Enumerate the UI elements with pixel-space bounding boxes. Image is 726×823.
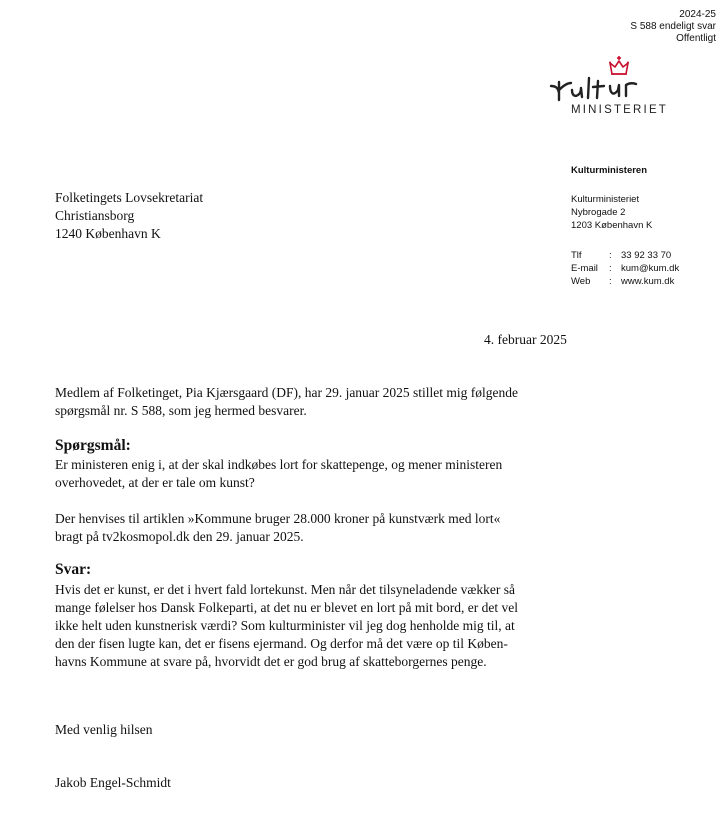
contact-row-email [571,262,679,275]
contact-row-web [571,275,679,288]
case-label: S 588 endeligt svar [630,21,716,32]
answer-line: ikke helt uden kunstnerisk værdi? Som kulturminister vil jeg dog henholde mig til, at [55,618,515,633]
email-value: kum@kum.dk [621,263,680,274]
sender-contact [571,249,679,288]
contact-label: Web [571,276,591,287]
classification-label: Offentligt [676,33,716,44]
kultur-wordmark [551,78,636,100]
session-label: 2024-25 [679,9,716,20]
question-heading: Spørgsmål: [55,437,131,454]
sender-address [571,193,652,232]
sender-address-line: Kulturministeriet [571,194,640,205]
reference-line: Der henvises til artiklen »Kommune bruger 28.000 kroner på kunstværk med lort« [55,511,501,526]
recipient-line: Folketingets Lovsekretariat [55,190,204,205]
reference-line: bragt på tv2kosmopol.dk den 29. januar 2025. [55,529,304,544]
phone-value: 33 92 33 70 [621,250,672,261]
closing-salutation: Med venlig hilsen [55,722,153,737]
question-paragraph [55,456,575,492]
contact-label: Tlf [571,250,582,261]
letter-date: 4. februar 2025 [484,332,567,347]
crown-icon [609,56,629,74]
answer-heading: Svar: [55,561,92,578]
contact-colon: : [609,263,612,274]
intro-paragraph [55,384,575,420]
question-line: overhovedet, at der er tale om kunst? [55,475,255,490]
answer-line: Hvis det er kunst, er det i hvert fald lortekunst. Men når det tilsyneladende vækker så [55,582,516,597]
intro-line: spørgsmål nr. S 588, som jeg hermed besvarer. [55,403,307,418]
question-line: Er ministeren enig i, at der skal indkøbes lort for skattepenge, og mener ministeren [55,457,503,472]
recipient-line: 1240 København K [55,226,161,241]
contact-row-phone [571,249,679,262]
sender-address-line: 1203 København K [571,220,653,231]
answer-paragraph [55,581,575,671]
reference-paragraph [55,510,575,546]
contact-label: E-mail [571,263,598,274]
sender-address-line: Nybrogade 2 [571,207,626,218]
intro-line: Medlem af Folketinget, Pia Kjærsgaard (DF), har 29. januar 2025 stillet mig følgende [55,385,519,400]
recipient-address [55,189,203,243]
document-reference [630,9,716,45]
logo-subtitle: MINISTERIET [571,104,669,116]
answer-line: den der fisen lugte kan, det er fisens ejermand. Og derfor må det være op til Køben- [55,636,508,651]
web-value: www.kum.dk [621,276,675,287]
contact-colon: : [609,276,612,287]
answer-line: havns Kommune at svare på, hvorvidt det er god brug af skatteborgernes penge. [55,654,487,669]
recipient-line: Christiansborg [55,208,135,223]
answer-line: mange følelser hos Dansk Folkeparti, at det nu er blevet en lort på mit bord, er det vel [55,600,518,615]
signature-name: Jakob Engel-Schmidt [55,775,171,790]
sender-title: Kulturministeren [571,165,648,176]
contact-colon: : [609,250,612,261]
